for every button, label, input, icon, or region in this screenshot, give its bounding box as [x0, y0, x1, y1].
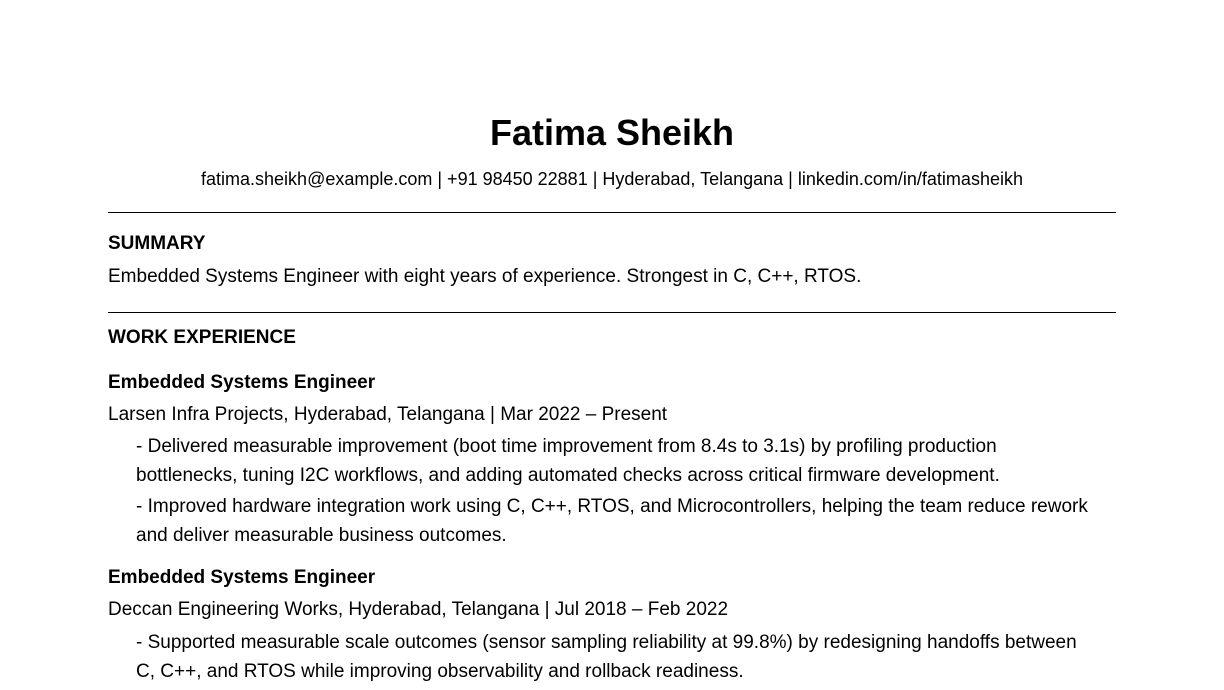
job-bullet: - Delivered measurable improvement (boot time improvement from 8.4s to 3.1s) by profiling production bottlenecks, tuning I2C workflows, and adding automated checks across critical firmware development. — [136, 436, 1000, 486]
divider — [108, 212, 1116, 213]
candidate-name: Fatima Sheikh — [489, 112, 735, 153]
contact-line: fatima.sheikh@example.com | +91 98450 22881 | Hyderabad, Telangana | linkedin.com/in/fatimasheikh — [201, 169, 1023, 189]
job-meta: Deccan Engineering Works, Hyderabad, Telangana | Jul 2018 – Feb 2022 — [108, 599, 729, 620]
job-bullet: - Improved hardware integration work using C, C++, RTOS, and Microcontrollers, helping the team reduce rework and deliver measurable business outcomes. — [136, 496, 1088, 546]
summary-heading: SUMMARY — [108, 233, 206, 254]
summary-text: Embedded Systems Engineer with eight years of experience. Strongest in C, C++, RTOS. — [108, 266, 862, 287]
job-title: Embedded Systems Engineer — [108, 567, 376, 588]
job-title: Embedded Systems Engineer — [108, 372, 376, 393]
divider — [108, 312, 1116, 313]
job-bullet: - Supported measurable scale outcomes (sensor sampling reliability at 99.8%) by redesigning handoffs between C, C++, and RTOS while improving observability and rollback readiness. — [136, 632, 1077, 682]
job-meta: Larsen Infra Projects, Hyderabad, Telangana | Mar 2022 – Present — [108, 404, 668, 425]
work-experience-heading: WORK EXPERIENCE — [108, 327, 296, 348]
